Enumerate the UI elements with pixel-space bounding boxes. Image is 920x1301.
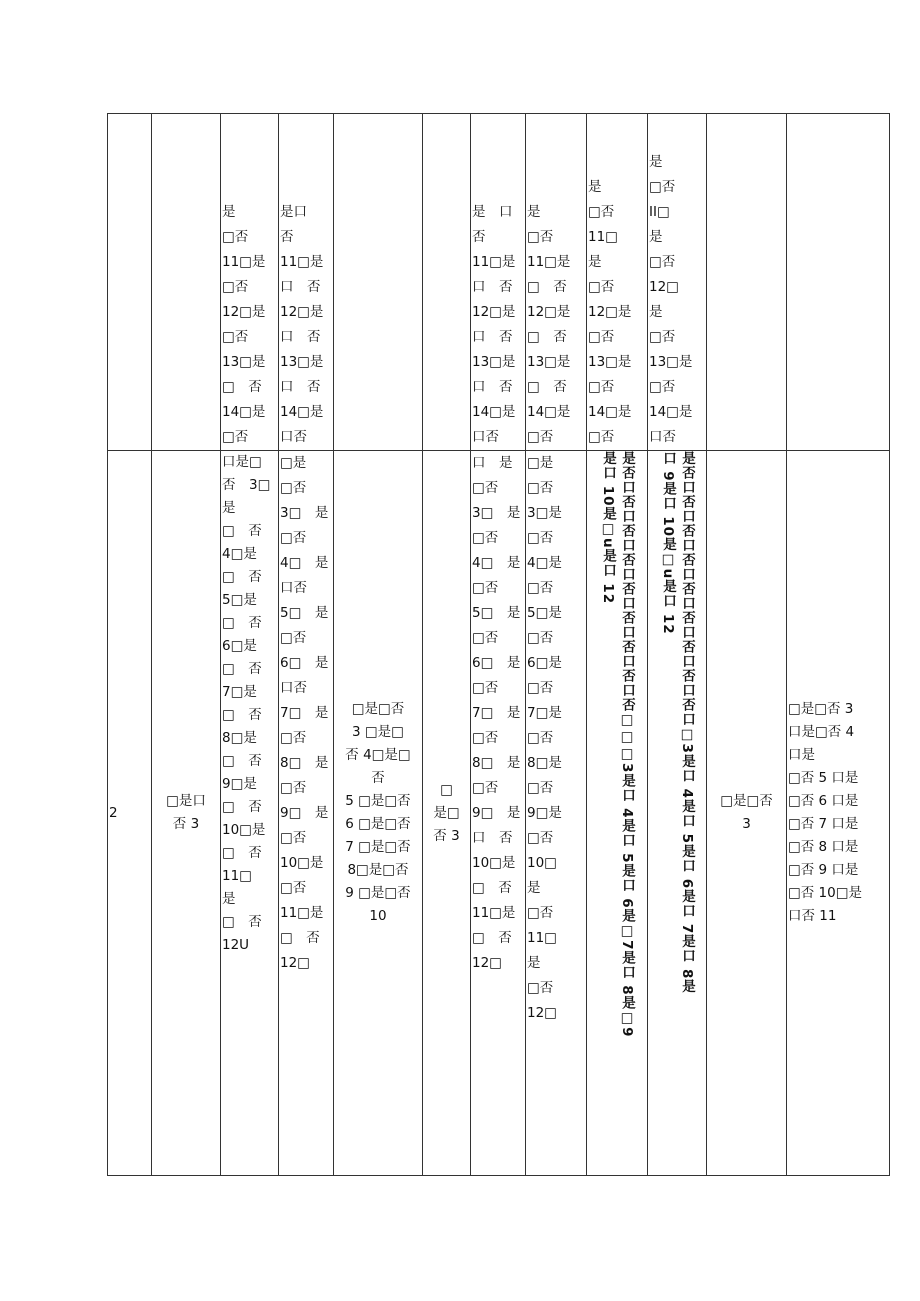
cell-r1-c3: [221, 114, 279, 451]
cell-r1-c10: [648, 114, 707, 451]
cell-r2-c10: [648, 451, 707, 1176]
cell-r1-c12: [787, 114, 890, 451]
cell-r1-c7: [471, 114, 526, 451]
cell-r1-c4: [279, 114, 334, 451]
cell-r2-c6: [423, 451, 471, 1176]
cell-r1-c8: [526, 114, 587, 451]
vertical-text-group: [588, 451, 646, 1163]
checkbox-group: □是□否 3: [720, 793, 773, 832]
checkbox-group: 口是□ 否 3□ 是 □ 否 4□是 □ 否 5□是 □ 否 6□是 □ 否 7□是 □ 否 8□是 □ 否 9□是 □ 否 10□是 □ 否 11□ 是 □ 否 12U: [222, 454, 271, 953]
cell-r2-c11: [707, 451, 787, 1176]
checkbox-group: 是 □否 11□ 是 □否 12□是 □否 13□是 □否 14□是 □否: [588, 179, 632, 445]
cell-r1-c5: [334, 114, 423, 451]
checkbox-group: 是 口 否 11□是 口 否 12□是 口 否 13□是 口 否 14□是 口否: [472, 204, 516, 445]
cell-r2-c4: [279, 451, 334, 1176]
checkbox-group: 口 是 □否 3□ 是 □否 4□ 是 □否 5□ 是 □否 6□ 是 □否 7□ 是 □否 8□ 是 □否 9□ 是 口 否 10□是 □ 否 11□是 □ 否 12□: [472, 455, 521, 971]
checkbox-group: 是口 否 11□是 口 否 12□是 口 否 13□是 口 否 14□是 口否: [280, 204, 324, 445]
cell-r1-c1: [108, 114, 152, 451]
vertical-text: 是口 10是□u是口 12: [600, 451, 616, 605]
row-number: 2: [108, 451, 152, 1176]
checkbox-group: □是 □否 3□ 是 □否 4□ 是 口否 5□ 是 □否 6□ 是 口否 7□ 是 □否 8□ 是 □否 9□ 是 □否 10□是 □否 11□是 □ 否 12□: [280, 455, 329, 971]
checkbox-group: □ 是□ 否 3: [433, 781, 460, 844]
checkbox-group: 是 □否 11□是 □否 12□是 □否 13□是 □ 否 14□是 □否: [222, 204, 266, 445]
table-row: [108, 451, 890, 1176]
cell-r2-c2: [152, 451, 221, 1176]
cell-r2-c7: [471, 451, 526, 1176]
vertical-text-group: [649, 451, 705, 1163]
cell-r1-c11: [707, 114, 787, 451]
cell-r1-c9: [587, 114, 648, 451]
vertical-text: 是否口否口否口否口否口否口否口否口否□□□3是口 4是口 5是口 6是□7是口 8是□9: [619, 451, 635, 1038]
vertical-text: 是否口否口否口否口否口否口否口否口否口□3是口 4是口 5是口 6是口 7是口 8是: [679, 451, 695, 994]
cell-r2-c12: [787, 451, 890, 1176]
cell-r2-c3: [221, 451, 279, 1176]
checkbox-group: □是口 否 3: [166, 793, 206, 832]
cell-r2-c9: [587, 451, 648, 1176]
checkbox-group: 是 □否 II□ 是 □否 12□ 是 □否 13□是 □否 14□是 口否: [649, 154, 693, 445]
cell-r2-c5: [334, 451, 423, 1176]
table-row: [108, 114, 890, 451]
checkbox-group: □是□否 3 口是□否 4 口是 □否 5 口是 □否 6 口是 □否 7 口是 □否 8 口是 □否 9 口是 □否 10□是 口否 11: [788, 701, 862, 924]
vertical-text: 口 9是口 10是□u是口 12: [660, 451, 676, 635]
checkbox-group: □是□否 3 □是□ 否 4□是□ 否 5 □是□否 6 □是□否 7 □是□否 8□是□否 9 □是□否 10: [345, 701, 411, 924]
cell-r1-c2: [152, 114, 221, 451]
cell-r1-c6: [423, 114, 471, 451]
form-table: [107, 113, 890, 1176]
cell-r2-c8: [526, 451, 587, 1176]
checkbox-group: □是 □否 3□是 □否 4□是 □否 5□是 □否 6□是 □否 7□是 □否 8□是 □否 9□是 □否 10□ 是 □否 11□ 是 □否 12□: [527, 455, 562, 1021]
checkbox-group: 是 □否 11□是 □ 否 12□是 □ 否 13□是 □ 否 14□是 □否: [527, 204, 571, 445]
